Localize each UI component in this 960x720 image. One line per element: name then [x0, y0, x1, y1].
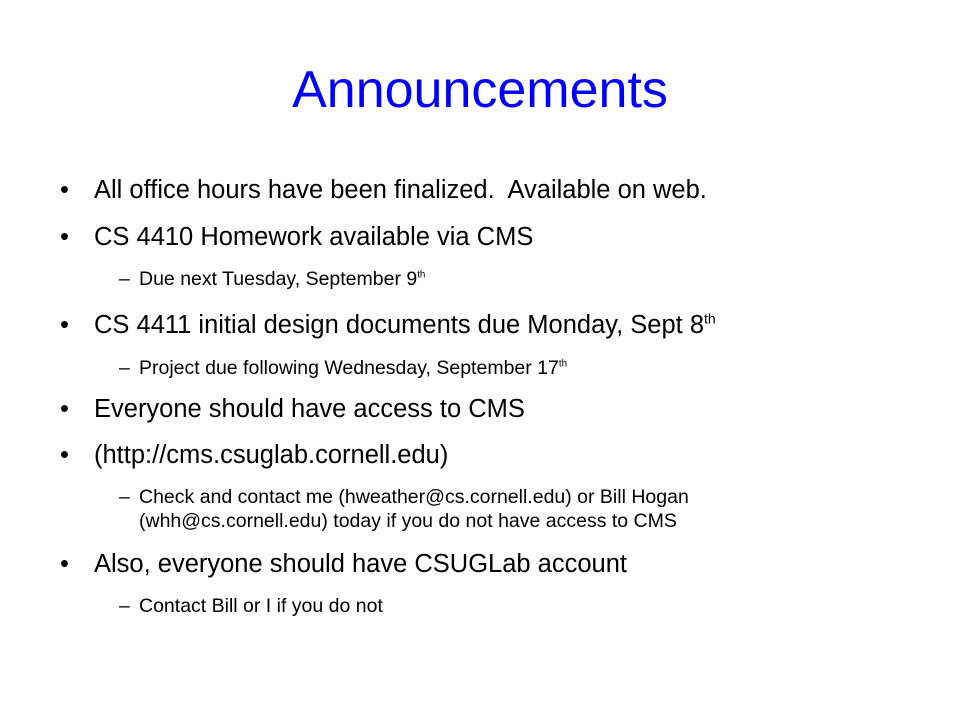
bullet-icon: •: [60, 550, 69, 578]
superscript: th: [417, 269, 426, 281]
sub-item-line-2: (whh@cs.cornell.edu) today if you do not have access to CMS: [139, 510, 677, 532]
superscript: th: [558, 358, 567, 370]
bullet-icon: •: [60, 441, 69, 469]
cms-url: (http://cms.csuglab.cornell.edu): [94, 441, 449, 469]
bullet-icon: •: [60, 311, 69, 339]
dash-icon: –: [119, 357, 130, 379]
bullet-text: All office hours have been finalized. Available on web.: [94, 176, 707, 204]
sub-item-text: [139, 485, 689, 533]
superscript: th: [704, 310, 716, 327]
bullet-text: Everyone should have access to CMS: [94, 395, 525, 423]
slide-title: Announcements: [292, 61, 668, 119]
sub-item-text: Contact Bill or I if you do not: [139, 595, 383, 617]
sub-item-text: Project due following Wednesday, September 17th: [139, 357, 567, 379]
bullet-text: CS 4410 Homework available via CMS: [94, 223, 534, 251]
dash-icon: –: [119, 486, 130, 508]
sub-item-line-1: Check and contact me (hweather@cs.cornell.edu) or Bill Hogan: [139, 486, 689, 508]
bullet-text: Also, everyone should have CSUGLab account: [94, 550, 627, 578]
dash-icon: –: [119, 595, 130, 617]
bullet-icon: •: [60, 176, 69, 204]
bullet-icon: •: [60, 395, 69, 423]
sub-item-text: Due next Tuesday, September 9th: [139, 268, 426, 290]
bullet-text: CS 4411 initial design documents due Monday, Sept 8th: [94, 310, 716, 339]
dash-icon: –: [119, 268, 130, 290]
bullet-icon: •: [60, 223, 69, 251]
